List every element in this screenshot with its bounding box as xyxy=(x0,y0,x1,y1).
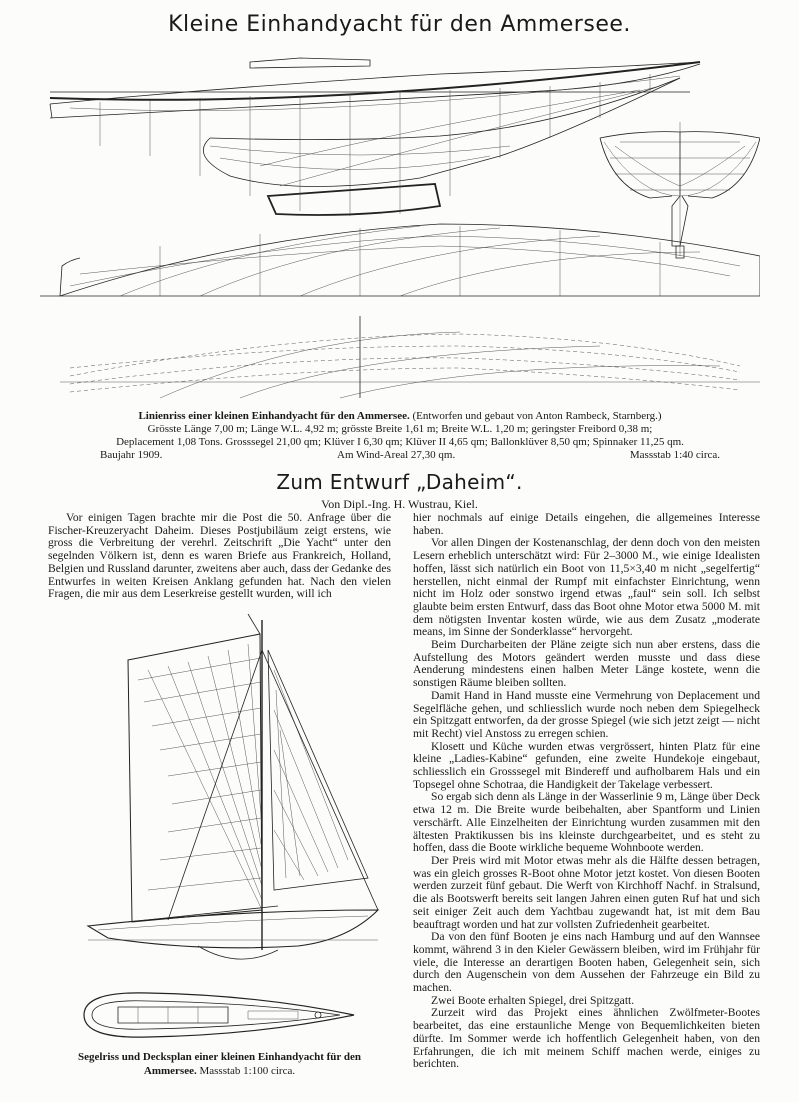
article-paragraph: Zurzeit wird das Projekt eines ähnlichen Zwölfmeter-Bootes bearbeitet, das eine erstaunliche Menge von Bequemlichkeiten bieten dürfte. Im Sommer werde ich hoffentlich Gelegenheit haben, von den Erfahrungen, die ich mit meinem Schiff machen werde, einiges zu berichten. xyxy=(413,1006,760,1071)
article-byline: Von Dipl.-Ing. H. Wustrau, Kiel. xyxy=(321,497,478,511)
figure1-wind-area: Am Wind-Areal 27,30 qm. xyxy=(337,449,456,461)
figure1-scale: Massstab 1:40 circa. xyxy=(629,449,720,461)
mainsail xyxy=(128,634,262,922)
figure1-caption xyxy=(40,410,760,462)
figure2-caption-line1: Segelriss und Decksplan einer kleinen Einhandyacht für den xyxy=(78,1051,361,1063)
article-paragraph: Vor allen Dingen der Kostenanschlag, der denn doch von den meisten Lesern erheblich unterschätzt wird: Für 2–3000 M., wie einige Idealisten hoffen, lässt sich natürlich ein Boot von 11,5×3,40 m nicht „segelfertig“ herstellen, nicht einmal der Rumpf mit einfachster Einrichtung, wenn nicht im Holz oder sonstwo irgend etwas „faul“ sein soll. Ich selbst glaubte beim ersten Entwurf, dass das Boot ohne Motor etwa 5000 M. mit dem nötigsten Inventar kosten würde, wie aus dem Zusatz „moderate means, im Sinne der Sonderklasse“ hervorgeht. xyxy=(413,536,760,639)
article-paragraph: Da von den fünf Booten je eins nach Hamburg und auf den Wannsee kommt, während 3 in den Kieler Gewässern bleiben, wird im Frühjahr für viele, die Interesse an derartigen Booten haben, Gelegenheit sein, sich durch den Augenschein von dem Aussehen der Fahrzeuge ein Bild zu machen. xyxy=(413,930,760,995)
article-column-left xyxy=(48,512,391,601)
figure1-caption-rest: (Entworfen und gebaut von Anton Rambeck, Starnberg.) xyxy=(409,410,662,422)
article-title: Zum Entwurf „Daheim“. xyxy=(276,470,523,494)
figure2-caption-line2-bold: Ammersee. xyxy=(143,1065,197,1077)
figure1-year: Baujahr 1909. xyxy=(100,449,163,461)
article-paragraph: Damit Hand in Hand musste eine Vermehrung von Deplacement und Segelfläche gehen, und schliesslich wurde noch neben dem Spiegelheck ein Spitzgatt entworfen, da der grosse Spiegel (wie sich jetzt zeigt — nicht mit Recht) viel Anstoss zu erregen schien. xyxy=(413,688,760,740)
figure1-specs-line1: Grösste Länge 7,00 m; Länge W.L. 4,92 m; grösste Breite 1,61 m; Breite W.L. 1,20 m; geringster Freibord 0,38 m; xyxy=(147,423,653,435)
figure1-specs-line2: Deplacement 1,08 Tons. Grosssegel 21,00 qm; Klüver I 6,30 qm; Klüver II 4,65 qm; Ballonklüver 8,50 qm; Spinnaker 11,25 qm. xyxy=(116,436,684,448)
figure1-caption-title xyxy=(40,410,760,423)
article-paragraph: hier nochmals auf einige Details eingehen, die allgemeines Interesse haben. xyxy=(413,511,760,537)
article-paragraph: Klosett und Küche wurden etwas vergrössert, hinten Platz für eine kleine „Ladies-Kabine“ gefunden, eine zweite Hundekoje eingebaut, schliesslich ein Grosssegel mit Bindereff und aufholbarem Hals und ein Topsegel ohne Schotraa, die Handigkeit der Takelage verbessert. xyxy=(413,739,760,791)
article-paragraph: Zwei Boote erhalten Spiegel, drei Spitzgatt. xyxy=(431,993,635,1007)
half-breadth-plan xyxy=(40,224,760,296)
figure1-caption-bold: Linienriss einer kleinen Einhandyacht für den Ammersee. xyxy=(138,410,410,422)
sail-plan-figure xyxy=(48,610,388,980)
page-title: Kleine Einhandyacht für den Ammersee. xyxy=(168,12,631,37)
figure2-caption xyxy=(48,1050,391,1078)
article-paragraph: Der Preis wird mit Motor etwas mehr als die Hälfte dessen betragen, was ein gleich grosses R-Boot ohne Motor jetzt kostet. Von diesen Booten werden zurzeit fünf gebaut. Die Werft von Kirchhoff Nachf. in Stralsund, die als Bootswerft bereits seit langen Jahren einen guten Ruf hat und sich seit einiger Zeit auch dem Yachtbau zugewandt hat, ist mit dem Bau beauftragt worden und hat zur vollsten Zufriedenheit gearbeitet. xyxy=(413,853,760,931)
waterlines-plan xyxy=(60,316,760,398)
article-column-right xyxy=(413,512,760,1071)
topsail-and-jib xyxy=(248,614,368,890)
figure2-caption-line2-rest: Massstab 1:100 circa. xyxy=(196,1065,296,1077)
article-paragraph: Vor einigen Tagen brachte mir die Post die 50. Anfrage über die Fischer-Kreuzeryacht Daheim. Dieses Postjubiläum zeigt erstens, wie gross die Verbreitung der verehrl. Zeitschrift „Die Yacht“ unter den segelnden Völkern ist, denn es waren Briefe aus Frankreich, Holland, Belgien und Russland darunter, zweitens aber auch, dass der Gedanke des Entwurfes in weiten Kreisen Anklang gefunden hat. Nach den vielen Fragen, die mir aus dem Leserkreise gestellt wurden, will ich xyxy=(48,511,391,601)
figure1-specs-line3 xyxy=(40,449,760,462)
lines-drawing-figure xyxy=(40,46,760,406)
deck-plan-figure xyxy=(78,985,358,1045)
article-paragraph: Beim Durcharbeiten der Pläne zeigte sich nun aber erstens, dass die Aufstellung des Motors geändert werden musste und dass diese Aenderung mindestens einen halben Meter Länge kostete, wenn die sonstigen Räume bleiben sollten. xyxy=(413,638,760,690)
mast-and-rigging xyxy=(128,620,378,950)
hull-profile xyxy=(50,58,700,216)
body-plan xyxy=(600,122,760,258)
article-paragraph: So ergab sich denn als Länge in der Wasserlinie 9 m, Länge über Deck etwa 12 m. Die Breite wurde beibehalten, aber Spantform und Linien verschärft. Alle Einzelheiten der Einrichtung wurden zusammen mit den ältesten Praktikussen bis ins kleinste durchgearbeitet, und es steht zu hoffen, dass die Boote wirkliche bequeme Wohnboote werden. xyxy=(413,790,760,855)
